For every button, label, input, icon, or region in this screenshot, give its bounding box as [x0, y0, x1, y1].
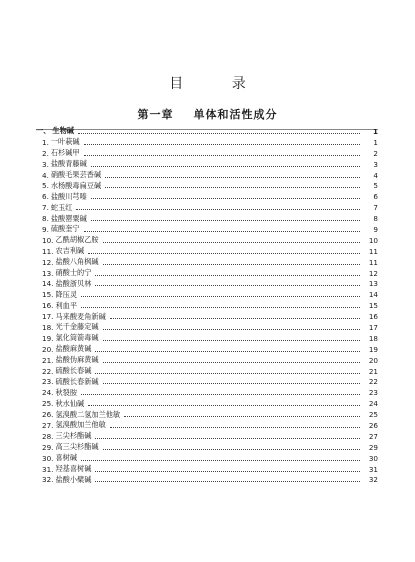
toc-index: 24. — [42, 388, 54, 398]
toc-entry-row — [36, 344, 378, 355]
toc-entry-row — [36, 191, 378, 202]
toc-entry — [36, 388, 364, 398]
dot-leader — [110, 427, 360, 428]
toc-label: 羟基喜树碱 — [55, 464, 92, 474]
toc-page-number: 16 — [368, 312, 378, 322]
toc-index: 13. — [42, 268, 54, 278]
toc-label: 降压灵 — [55, 289, 78, 299]
toc-page-number: 9 — [373, 224, 378, 234]
toc-label: 硝酸毛果芸香碱 — [50, 170, 102, 179]
toc-label: 盐酸川芎嗪 — [50, 191, 87, 201]
toc-label: 农吉利碱 — [55, 246, 85, 256]
toc-index: 4. — [42, 170, 49, 180]
toc-page-number: 31 — [368, 464, 378, 474]
toc-label: 水杨酸毒扁豆碱 — [50, 180, 102, 190]
toc-index: 27. — [42, 420, 54, 430]
toc-page-number: 11 — [368, 257, 378, 267]
toc-entry — [36, 203, 364, 213]
toc-index: 23. — [42, 377, 54, 387]
toc-entry-row — [36, 376, 378, 387]
toc-entry — [36, 366, 364, 376]
toc-entry — [36, 475, 364, 485]
toc-label: 乙酰胡椒乙胺 — [55, 235, 99, 245]
toc-page-number: 25 — [368, 410, 378, 420]
toc-entry — [36, 464, 364, 474]
dot-leader — [95, 351, 360, 352]
toc-entry — [36, 148, 364, 158]
toc-label: 盐酸伪麻黄碱 — [55, 355, 99, 365]
toc-label: 喜树碱 — [55, 453, 78, 463]
toc-index: 25. — [42, 399, 54, 409]
toc-entry — [36, 301, 364, 311]
toc-page-number: 19 — [368, 344, 378, 354]
dot-leader — [91, 198, 360, 199]
toc-index: 9. — [42, 224, 49, 234]
toc-entry — [36, 453, 364, 463]
toc-page-number: 18 — [368, 333, 378, 343]
toc-page-number: 5 — [373, 181, 378, 191]
toc-entry-row — [36, 268, 378, 279]
toc-page-number: 4 — [373, 170, 378, 180]
toc-page-number: 24 — [368, 399, 378, 409]
toc-page-number: 32 — [368, 475, 378, 485]
dot-leader — [103, 449, 360, 450]
toc-entry-row — [36, 453, 378, 464]
toc-index: 22. — [42, 366, 54, 376]
dot-leader — [84, 231, 360, 232]
dot-leader — [88, 405, 360, 406]
toc-entry — [36, 279, 364, 289]
toc-label: 秋裂胺 — [55, 387, 78, 397]
toc-entry-row — [36, 213, 378, 224]
toc-entry-row — [36, 148, 378, 159]
toc-label: 利血平 — [55, 300, 78, 310]
toc-entry-row — [36, 322, 378, 333]
toc-entry-row — [36, 246, 378, 257]
toc-index: 10. — [42, 235, 54, 245]
dot-leader — [95, 438, 360, 439]
toc-entry-row — [36, 170, 378, 181]
toc-entry-row — [36, 289, 378, 300]
chapter-heading — [0, 106, 415, 122]
table-of-contents — [36, 126, 378, 485]
toc-page-number: 15 — [368, 301, 378, 311]
toc-index: 32. — [42, 475, 54, 485]
toc-entry-row — [36, 398, 378, 409]
dot-leader — [103, 264, 360, 265]
toc-entry — [36, 420, 364, 430]
toc-entry-row — [36, 366, 378, 377]
toc-page-number: 29 — [368, 442, 378, 452]
toc-page-number: 14 — [368, 290, 378, 300]
dot-leader — [81, 394, 360, 395]
toc-page-number: 22 — [368, 377, 378, 387]
toc-label: 蛇玉红 — [50, 202, 73, 212]
toc-page-number: 27 — [368, 431, 378, 441]
dot-leader — [95, 285, 360, 286]
toc-entry — [36, 344, 364, 354]
toc-label: 氢溴酸二氢加兰他敏 — [55, 409, 121, 419]
toc-page-number: 6 — [373, 192, 378, 202]
toc-label: 秋水仙碱 — [55, 398, 85, 408]
toc-entry — [36, 399, 364, 409]
toc-entry-row — [36, 442, 378, 453]
dot-leader — [88, 253, 360, 254]
toc-entry-row — [36, 311, 378, 322]
dot-leader — [124, 416, 360, 417]
toc-page-number: 26 — [368, 420, 378, 430]
dot-leader — [103, 242, 360, 243]
toc-index: 6. — [42, 192, 49, 202]
dot-leader — [84, 155, 360, 156]
dot-leader — [91, 166, 360, 167]
toc-entry — [36, 290, 364, 300]
toc-entry — [36, 159, 364, 169]
dot-leader — [81, 296, 360, 297]
toc-entry-row — [36, 257, 378, 268]
toc-entry — [36, 442, 364, 452]
toc-entry — [36, 181, 364, 191]
toc-entry — [36, 214, 364, 224]
toc-index: 11. — [42, 246, 54, 256]
toc-label: 盐酸八角枫碱 — [55, 257, 99, 267]
toc-index: 14. — [42, 279, 54, 289]
dot-leader — [110, 318, 360, 319]
page-title: 目 录 — [169, 76, 268, 92]
toc-entry — [36, 257, 364, 267]
chapter-number: 第一章 — [137, 108, 174, 121]
toc-index: 5. — [42, 181, 49, 191]
toc-label: 石杉碱甲 — [50, 148, 80, 158]
toc-entry — [36, 322, 364, 332]
toc-label: 盐酸小檗碱 — [55, 474, 92, 484]
toc-page-number: 8 — [373, 214, 378, 224]
toc-page-number: 30 — [368, 453, 378, 463]
toc-entry-row — [36, 224, 378, 235]
toc-label: 马来酸麦角新碱 — [55, 311, 106, 321]
toc-section-row — [36, 126, 378, 137]
toc-index: 12. — [42, 257, 54, 267]
dot-leader — [95, 275, 360, 276]
dot-leader — [103, 362, 360, 363]
toc-page-number: 20 — [368, 355, 378, 365]
toc-index: 2. — [42, 148, 49, 158]
toc-index: 8. — [42, 214, 49, 224]
toc-page-number: 2 — [373, 148, 378, 158]
toc-label: 盐酸浙贝林 — [55, 278, 92, 288]
toc-label: 硝酸士的宁 — [55, 268, 92, 278]
toc-entry — [36, 377, 364, 387]
toc-entry-row — [36, 235, 378, 246]
toc-index: 17. — [42, 312, 54, 322]
dot-leader — [78, 133, 360, 134]
toc-entry-row — [36, 431, 378, 442]
toc-entry — [36, 137, 364, 147]
toc-entry — [36, 224, 364, 234]
toc-label: 氢溴酸加兰他敏 — [55, 420, 106, 430]
toc-page-number: 1 — [372, 126, 378, 136]
toc-index: 19. — [42, 333, 54, 343]
toc-entry — [36, 126, 364, 136]
dot-leader — [91, 220, 360, 221]
toc-entry-row — [36, 300, 378, 311]
toc-label: 硫酸奎宁 — [50, 224, 80, 234]
toc-page-number: 23 — [368, 388, 378, 398]
toc-label: 光千金藤定碱 — [55, 322, 99, 332]
toc-entry-row — [36, 409, 378, 420]
toc-entry — [36, 268, 364, 278]
toc-index: 31. — [42, 464, 54, 474]
toc-label: 氯化筒箭毒碱 — [55, 333, 99, 343]
toc-index: 一、 — [36, 126, 51, 136]
toc-page-number: 13 — [368, 279, 378, 289]
dot-leader — [95, 471, 360, 472]
toc-entry-row — [36, 420, 378, 431]
toc-entry-row — [36, 202, 378, 213]
dot-leader — [103, 340, 360, 341]
toc-page-number: 7 — [373, 203, 378, 213]
dot-leader — [105, 187, 360, 188]
toc-label: 一叶萩碱 — [50, 137, 80, 147]
toc-label: 盐酸麻黄碱 — [55, 344, 92, 354]
toc-entry — [36, 192, 364, 202]
dot-leader — [95, 373, 360, 374]
dot-leader — [103, 383, 360, 384]
toc-label: 生物碱 — [52, 126, 74, 136]
toc-label: 盐酸罂粟碱 — [50, 213, 87, 223]
toc-entry-row — [36, 137, 378, 148]
toc-index: 15. — [42, 290, 54, 300]
dot-leader — [103, 329, 360, 330]
toc-page-number: 11 — [368, 246, 378, 256]
toc-index: 16. — [42, 301, 54, 311]
dot-leader — [105, 177, 360, 178]
toc-page-number: 10 — [368, 235, 378, 245]
toc-page-number: 12 — [368, 268, 378, 278]
toc-label: 硫酸长春新碱 — [55, 376, 99, 386]
chapter-title: 单体和活性成分 — [193, 108, 278, 121]
toc-page-number: 1 — [373, 137, 378, 147]
toc-entry-row — [36, 387, 378, 398]
toc-label: 盐酸青藤碱 — [50, 159, 87, 169]
toc-entry — [36, 355, 364, 365]
toc-index: 7. — [42, 203, 49, 213]
toc-label: 高三尖杉酯碱 — [55, 442, 99, 452]
toc-index: 3. — [42, 159, 49, 169]
toc-entry-row — [36, 159, 378, 170]
toc-entry-row — [36, 464, 378, 475]
toc-entry — [36, 170, 364, 180]
dot-leader — [81, 460, 360, 461]
toc-label: 三尖杉酯碱 — [55, 431, 92, 441]
toc-entry — [36, 312, 364, 322]
toc-entry-row — [36, 333, 378, 344]
toc-entry — [36, 410, 364, 420]
toc-index: 18. — [42, 322, 54, 332]
toc-index: 1. — [42, 137, 49, 147]
toc-entry — [36, 246, 364, 256]
toc-entry-row — [36, 180, 378, 191]
toc-label: 硫酸长春碱 — [55, 366, 92, 376]
toc-entry — [36, 333, 364, 343]
toc-page-number: 3 — [373, 159, 378, 169]
toc-index: 28. — [42, 431, 54, 441]
dot-leader — [95, 481, 360, 482]
dot-leader — [76, 209, 360, 210]
toc-index: 21. — [42, 355, 54, 365]
toc-index: 29. — [42, 442, 54, 452]
toc-entry-row — [36, 475, 378, 486]
toc-entry — [36, 431, 364, 441]
dot-leader — [81, 307, 360, 308]
toc-index: 20. — [42, 344, 54, 354]
dot-leader — [84, 144, 360, 145]
toc-entry — [36, 235, 364, 245]
toc-index: 30. — [42, 453, 54, 463]
toc-entry-row — [36, 355, 378, 366]
toc-page-number: 21 — [368, 366, 378, 376]
toc-index: 26. — [42, 410, 54, 420]
toc-page-number: 17 — [368, 322, 378, 332]
toc-entry-row — [36, 278, 378, 289]
